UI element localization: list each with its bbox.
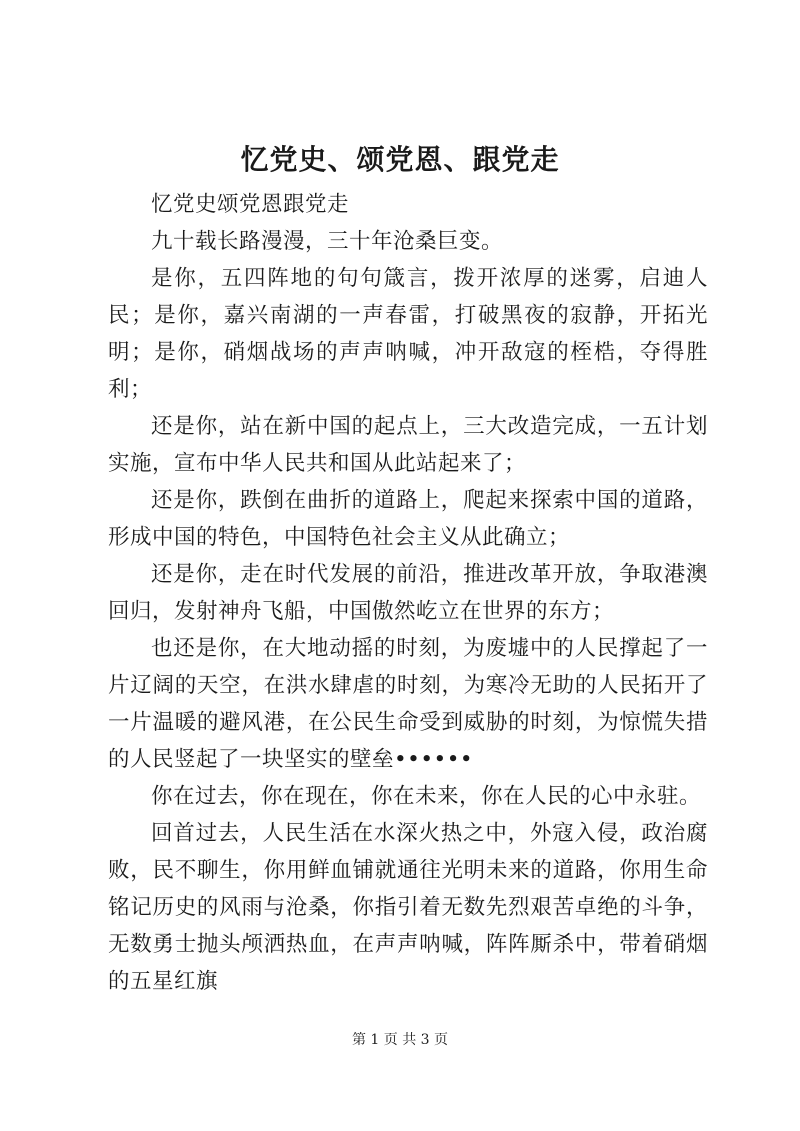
- paragraph: 还是你，站在新中国的起点上，三大改造完成，一五计划实施，宣布中华人民共和国从此站起来了；: [108, 414, 708, 476]
- document-title: 忆党史、颂党恩、跟党走: [240, 143, 560, 176]
- paragraph-subtitle: 忆党史颂党恩跟党走: [151, 192, 350, 217]
- paragraph: 还是你，跌倒在曲折的道路上，爬起来探索中国的道路，形成中国的特色，中国特色社会主义从此确立；: [108, 488, 708, 550]
- page-footer: 第 1 页 共 3 页: [351, 1032, 449, 1048]
- paragraph: 回首过去，人民生活在水深火热之中，外寇入侵，政治腐败，民不聊生，你用鲜血铺就通往光明未来的道路，你用生命铭记历史的风雨与沧桑，你指引着无数先烈艰苦卓绝的斗争，无数勇士抛头颅洒热血，在声声呐喊，阵阵厮杀中，带着硝烟的五星红旗: [108, 821, 708, 994]
- paragraph: 还是你，走在时代发展的前沿，推进改革开放，争取港澳回归，发射神舟飞船，中国傲然屹立在世界的东方；: [108, 562, 708, 624]
- paragraph: 也还是你，在大地动摇的时刻，为废墟中的人民撑起了一片辽阔的天空，在洪水肆虐的时刻，为寒冷无助的人民拓开了一片温暖的避风港，在公民生命受到威胁的时刻，为惊慌失措的人民竖起了一块坚实的壁垒••••••: [108, 636, 708, 772]
- paragraph: 是你，五四阵地的句句箴言，拨开浓厚的迷雾，启迪人民；是你，嘉兴南湖的一声春雷，打破黑夜的寂静，开拓光明；是你，硝烟战场的声声呐喊，冲开敌寇的桎梏，夺得胜利；: [108, 266, 708, 402]
- paragraph: 九十载长路漫漫，三十年沧桑巨变。: [151, 229, 504, 254]
- paragraph: 你在过去，你在现在，你在未来，你在人民的心中永驻。: [151, 784, 702, 809]
- document-body: [108, 186, 708, 1000]
